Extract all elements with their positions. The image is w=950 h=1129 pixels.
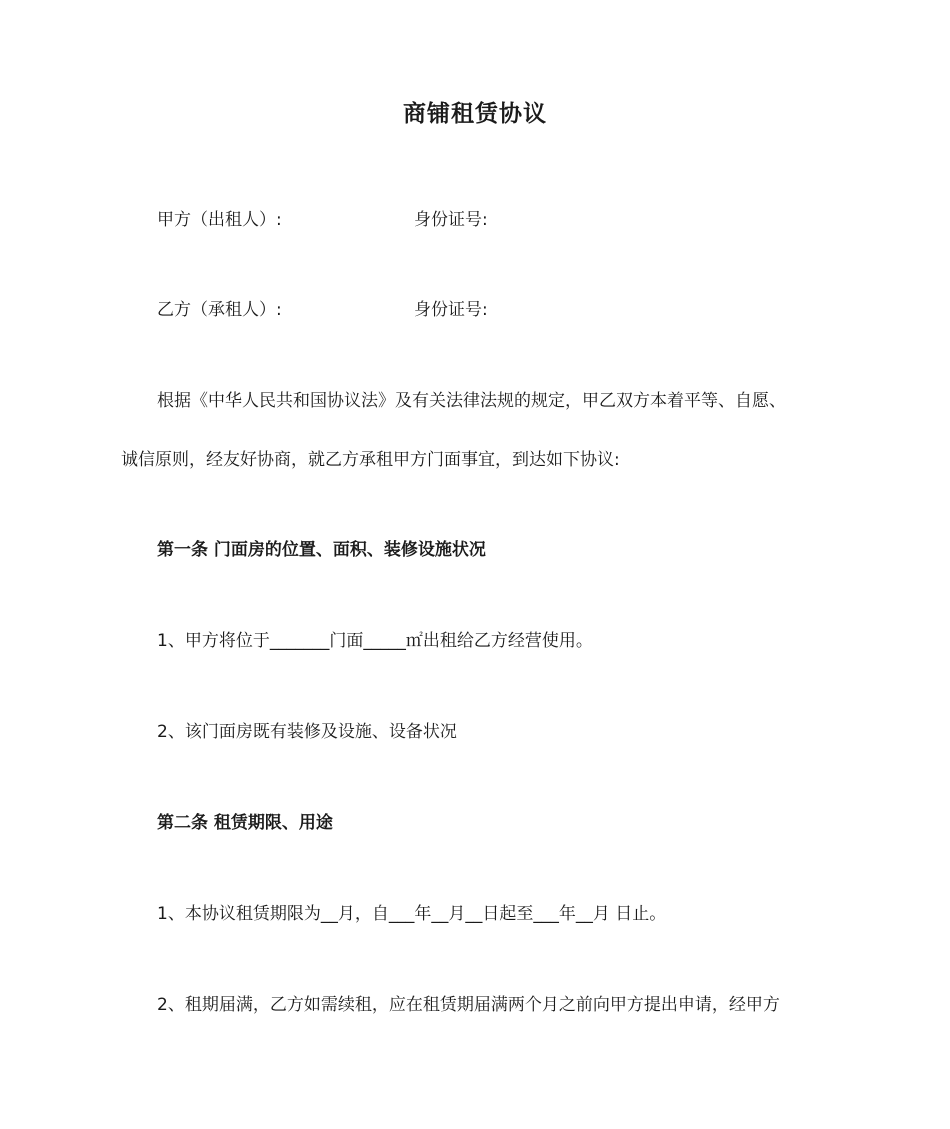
article-2-item-2: 2、租期届满，乙方如需续租，应在租赁期届满两个月之前向甲方提出申请，经甲方 — [157, 995, 780, 1015]
article-2-item-1: 1、本协议租赁期限为__月，自___年__月__日起至___年__月 日止。 — [157, 904, 667, 924]
article-1-item-2: 2、该门面房既有装修及设施、设备状况 — [157, 722, 457, 742]
party-b-id-label: 身份证号: — [414, 300, 488, 320]
preamble-line-1: 根据《中华人民共和国协议法》及有关法律法规的规定，甲乙双方本着平等、自愿、 — [157, 391, 786, 411]
article-2-heading: 第二条 租赁期限、用途 — [157, 813, 333, 833]
party-a-id-label: 身份证号: — [414, 210, 488, 230]
party-a-label: 甲方（出租人）: — [157, 210, 282, 230]
document-title: 商铺租赁协议 — [403, 101, 547, 127]
article-1-item-1: 1、甲方将位于_______门面_____㎡出租给乙方经营使用。 — [157, 631, 593, 651]
article-1-heading: 第一条 门面房的位置、面积、装修设施状况 — [157, 540, 486, 560]
party-b-label: 乙方（承租人）: — [157, 300, 282, 320]
preamble-line-2: 诚信原则，经友好协商，就乙方承租甲方门面事宜，到达如下协议: — [121, 450, 620, 470]
